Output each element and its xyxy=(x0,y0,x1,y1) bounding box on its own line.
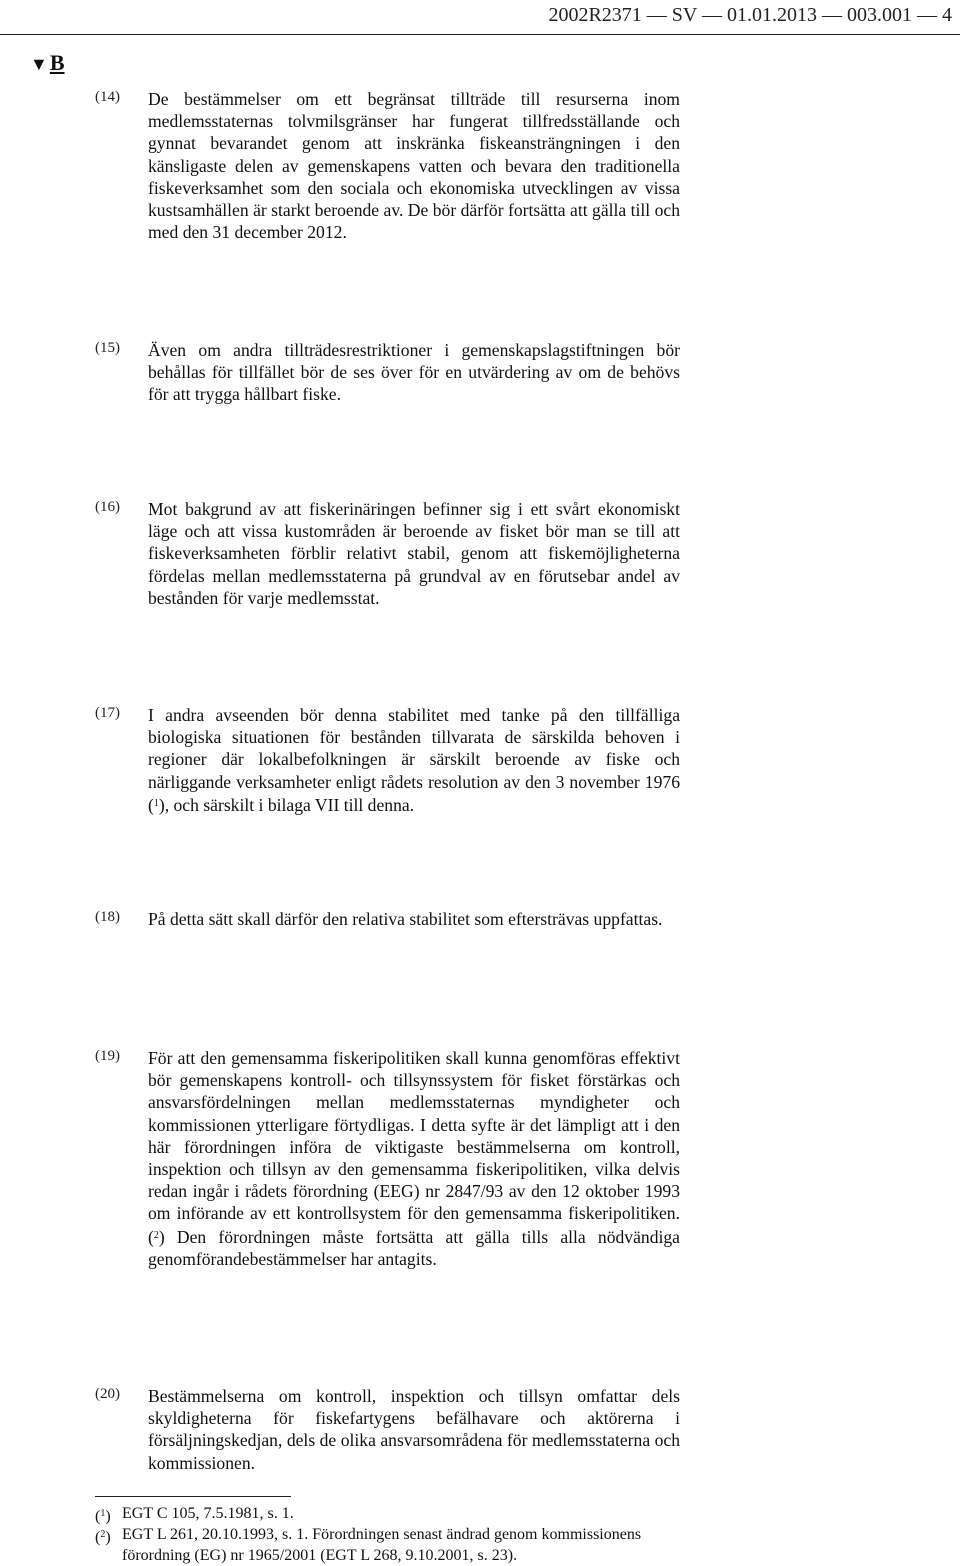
recital-number: (20) xyxy=(95,1386,120,1402)
footnote-text: EGT C 105, 7.5.1981, s. 1. xyxy=(122,1505,294,1522)
footnote-divider xyxy=(95,1496,291,1497)
recital-number: (17) xyxy=(95,705,120,721)
recital-number: (14) xyxy=(95,89,120,105)
recital-text: De bestämmelser om ett begränsat tillträde till resurserna inom medlemsstaternas tolvmilsgränser har fungerat tillfredsställande och gynnat bevarandet genom att inskränka fiskeansträngningen i den känsligaste delen av gemenskapens vatten och bevara den traditionella fiskeverksamhet som den sociala och ekonomiska utvecklingen av vissa kustsamhällen är starkt beroende av. De bör därför fortsätta att gälla till och med den 31 december 2012. xyxy=(148,89,680,243)
footnote-number-value: 1 xyxy=(100,1508,106,1519)
triangle-down-icon: ▼ xyxy=(30,54,48,74)
recital-text: Även om andra tillträdesrestriktioner i gemenskapslagstiftningen bör behållas för tillfället bör de ses över för en utvärdering av om de behövs för att trygga hållbart fiske. xyxy=(148,340,680,405)
footnote-number: ($^1$) xyxy=(95,1508,111,1525)
footnote-text: EGT L 261, 20.10.1993, s. 1. Förordningen senast ändrad genom kommissionens förordning (EG) nr 1965/2001 (EGT L 268, 9.10.2001, s. 23). xyxy=(122,1526,642,1564)
document-reference: 2002R2371 — SV — 01.01.2013 — 003.001 — 4 xyxy=(548,4,952,26)
recital-number: (18) xyxy=(95,909,120,925)
footnote-reference[interactable]: 2 xyxy=(153,1229,159,1241)
recital-text xyxy=(148,704,680,816)
recital-number: (19) xyxy=(95,1048,120,1064)
recital-text-part: ), och särskilt i bilaga VII till denna. xyxy=(158,794,415,815)
footnote-number-value: 2 xyxy=(100,1529,106,1540)
recital-text-part: I andra avseenden bör denna stabilitet med tanke på den tillfälliga biologiska situationen för bestånden tillvarata de särskilda behoven i regioner där lokalbefolkningen är särskilt beroende av fiske och närliggande verksamheter enligt rådets resolution av den 3 november 1976 ( xyxy=(148,705,680,815)
amendment-marker xyxy=(30,50,65,76)
recital-number: (16) xyxy=(95,499,120,515)
recital-text: På detta sätt skall därför den relativa stabilitet som eftersträvas uppfattas. xyxy=(148,909,663,929)
footnote-number: ($^2$) xyxy=(95,1529,111,1546)
amendment-marker-letter: B xyxy=(49,50,65,75)
recital-text: Bestämmelserna om kontroll, inspektion och tillsyn omfattar dels skyldigheterna för fiskefartygens befälhavare och aktörerna i försäljningskedjan, dels de olika ansvarsområdena för medlemsstaterna och kommissionen. xyxy=(148,1386,680,1473)
recital-number: (15) xyxy=(95,340,120,356)
recital-text-part: ) Den förordningen måste fortsätta att gälla tills alla nödvändiga genomförandebestämmelser har antagits. xyxy=(148,1226,680,1269)
page-header xyxy=(0,0,960,35)
recital-text xyxy=(148,1047,680,1270)
recital-text: Mot bakgrund av att fiskerinäringen befinner sig i ett svårt ekonomiskt läge och att vissa kustområden är beroende av fisket bör man se till att fiskeverksamheten förblir relativt stabil, genom att fiskemöjligheterna fördelas mellan medlemsstaterna på grundval av en förutsebar andel av bestånden för varje medlemsstat. xyxy=(148,499,680,608)
footnote-reference[interactable]: 1 xyxy=(153,797,159,809)
recital-text-part: För att den gemensamma fiskeripolitiken skall kunna genomföras effektivt bör gemenskapens kontroll- och tillsynssystem för fisket förstärkas och ansvarsfördelningen mellan medlemsstaternas myndigheter och kommissionen ytterligare förtydligas. I detta syfte är det lämpligt att i den här förordningen införa de viktigaste bestämmelserna om kontroll, inspektion och tillsyn av den gemensamma fiskeripolitiken, vilka delvis redan ingår i rådets förordning (EEG) nr 2847/93 av den 12 oktober 1993 om införande av ett kontrollsystem för den gemensamma fiskeripolitiken. ( xyxy=(148,1048,680,1247)
